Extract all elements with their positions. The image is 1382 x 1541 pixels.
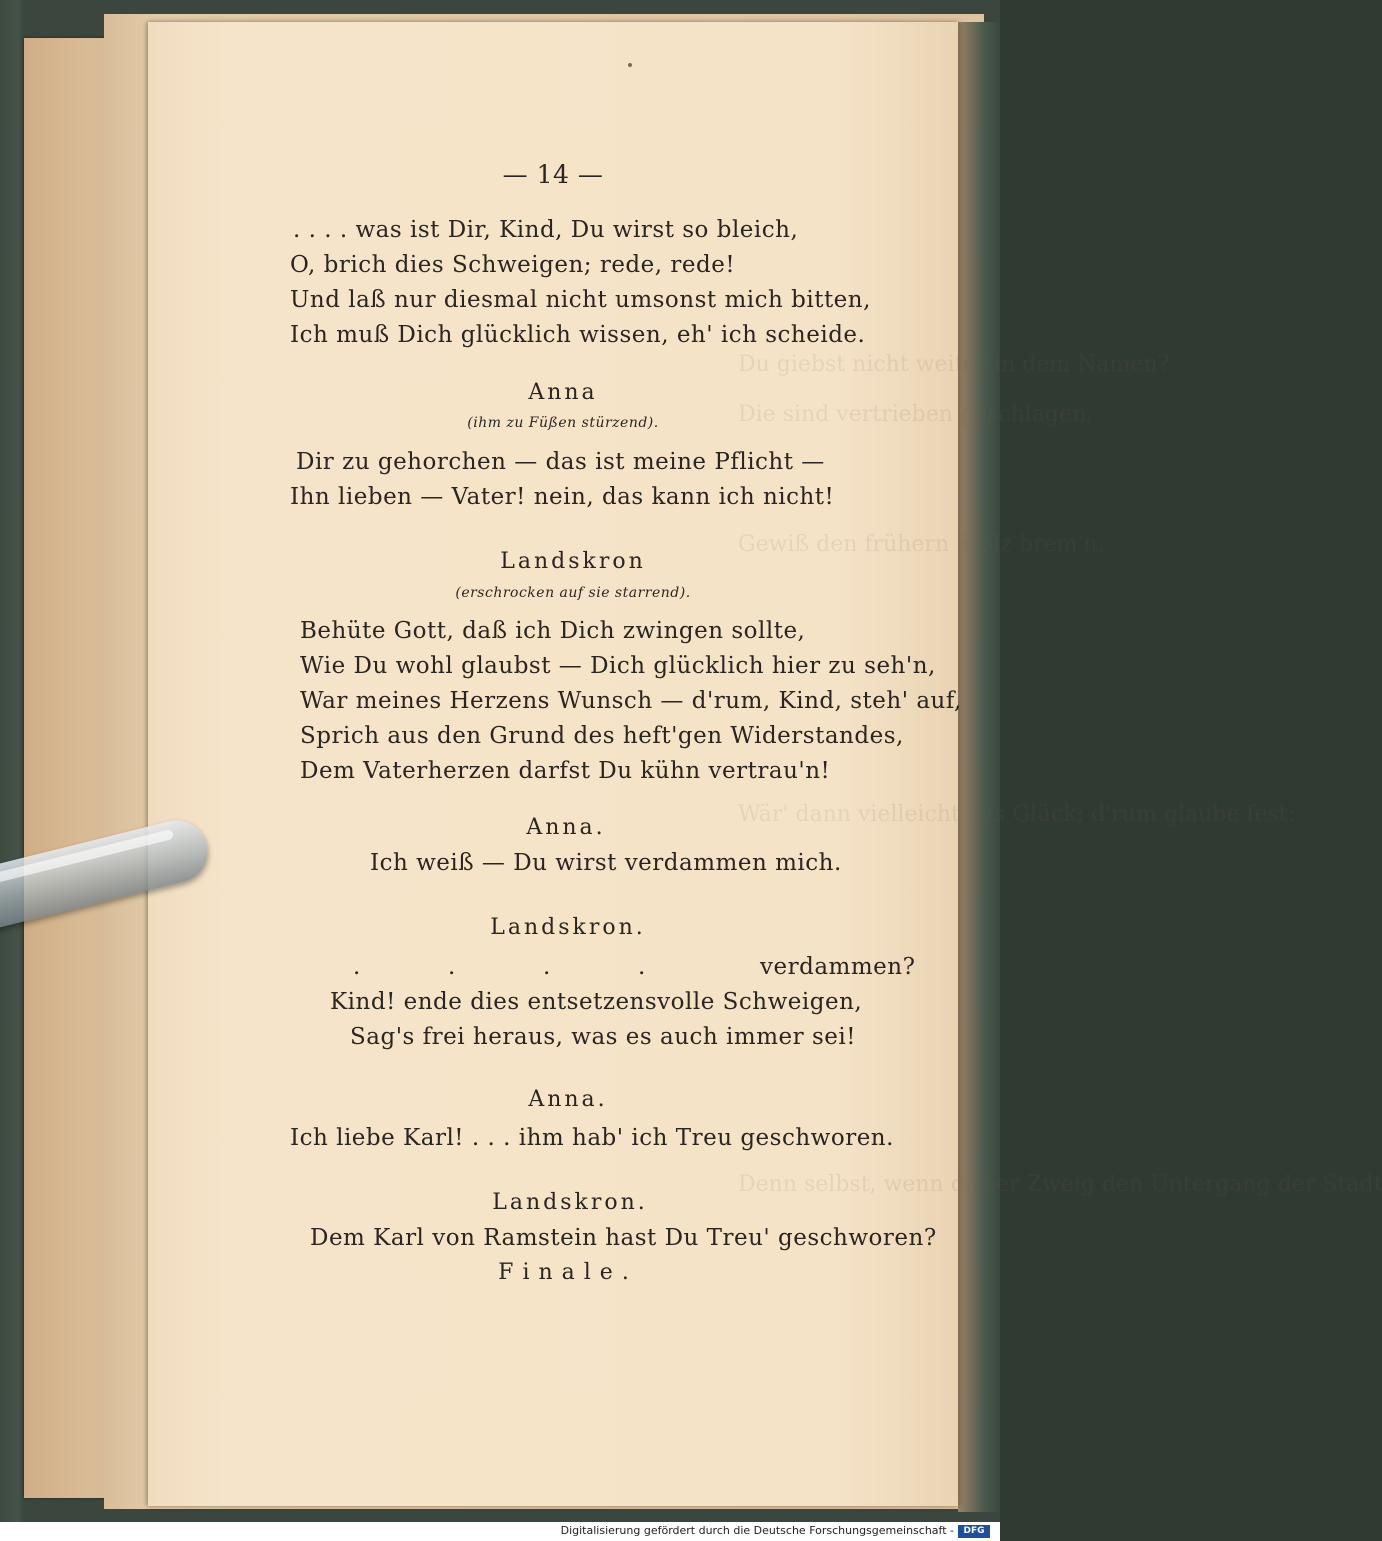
verse-line: Sprich aus den Grund des heft'gen Widerstandes, bbox=[300, 723, 904, 749]
funding-notice: Digitalisierung gefördert durch die Deutsche Forschungsgemeinschaft - bbox=[560, 1524, 954, 1537]
speaker-name: Anna bbox=[528, 380, 598, 405]
verse-line: verdammen? bbox=[760, 954, 916, 980]
ellipsis-dots: . . . . bbox=[353, 954, 646, 980]
page-number: — 14 — bbox=[502, 160, 604, 189]
verse-line: Sag's frei heraus, was es auch immer sei! bbox=[350, 1024, 856, 1050]
page-mark bbox=[628, 63, 632, 67]
verse-line: Dem Vaterherzen darfst Du kühn vertrau'n! bbox=[300, 758, 831, 784]
verse-line: Ich muß Dich glücklich wissen, eh' ich scheide. bbox=[290, 322, 866, 348]
right-page-edge bbox=[958, 22, 1000, 1512]
verse-line: Dir zu gehorchen — das ist meine Pflicht — bbox=[296, 449, 825, 475]
speaker-name: Anna. bbox=[526, 815, 606, 840]
speaker-name: Landskron. bbox=[492, 1190, 648, 1215]
verse-line: O, brich dies Schweigen; rede, rede! bbox=[290, 252, 736, 278]
show-through: Die sind vertrieben geschlagen, bbox=[738, 402, 1094, 427]
verse-line: Ihn lieben — Vater! nein, das kann ich nicht! bbox=[290, 484, 835, 510]
stage-direction: (ihm zu Füßen stürzend). bbox=[467, 415, 659, 431]
verse-line: Und laß nur diesmal nicht umsonst mich bitten, bbox=[290, 287, 871, 313]
speaker-name: Anna. bbox=[528, 1087, 608, 1112]
verse-line: Ich liebe Karl! . . . ihm hab' ich Treu geschworen. bbox=[290, 1125, 894, 1151]
show-through: Gewiß den frühern Stolz brem'n. bbox=[738, 532, 1105, 557]
verse-line: War meines Herzens Wunsch — d'rum, Kind, steh' auf, bbox=[300, 688, 962, 714]
verse-line: Wie Du wohl glaubst — Dich glücklich hier zu seh'n, bbox=[300, 653, 936, 679]
verse-line: . . . . was ist Dir, Kind, Du wirst so bleich, bbox=[293, 217, 799, 243]
verse-line: Ich weiß — Du wirst verdammen mich. bbox=[370, 850, 842, 876]
verse-line: Kind! ende dies entsetzensvolle Schweigen, bbox=[330, 989, 863, 1015]
dfg-logo-icon: DFG bbox=[958, 1525, 990, 1538]
show-through: Du giebst nicht weiter in dem Namen? bbox=[738, 352, 1170, 377]
stage-direction: (erschrocken auf sie starrend). bbox=[455, 585, 691, 601]
speaker-name: Landskron. bbox=[490, 915, 646, 940]
speaker-name: Landskron bbox=[500, 549, 646, 574]
footer-bar bbox=[0, 1522, 1000, 1541]
show-through: Wär' dann vielleicht das Glück; d'rum glaube fest: bbox=[738, 802, 1296, 827]
show-through: Denn selbst, wenn dieser Zweig den Untergang der Stadt bbox=[738, 1172, 1382, 1197]
verse-line: Behüte Gott, daß ich Dich zwingen sollte, bbox=[300, 618, 806, 644]
book-page bbox=[148, 22, 1382, 1506]
finale-heading: Finale. bbox=[498, 1260, 638, 1285]
verse-line: Dem Karl von Ramstein hast Du Treu' geschworen? bbox=[310, 1225, 937, 1251]
